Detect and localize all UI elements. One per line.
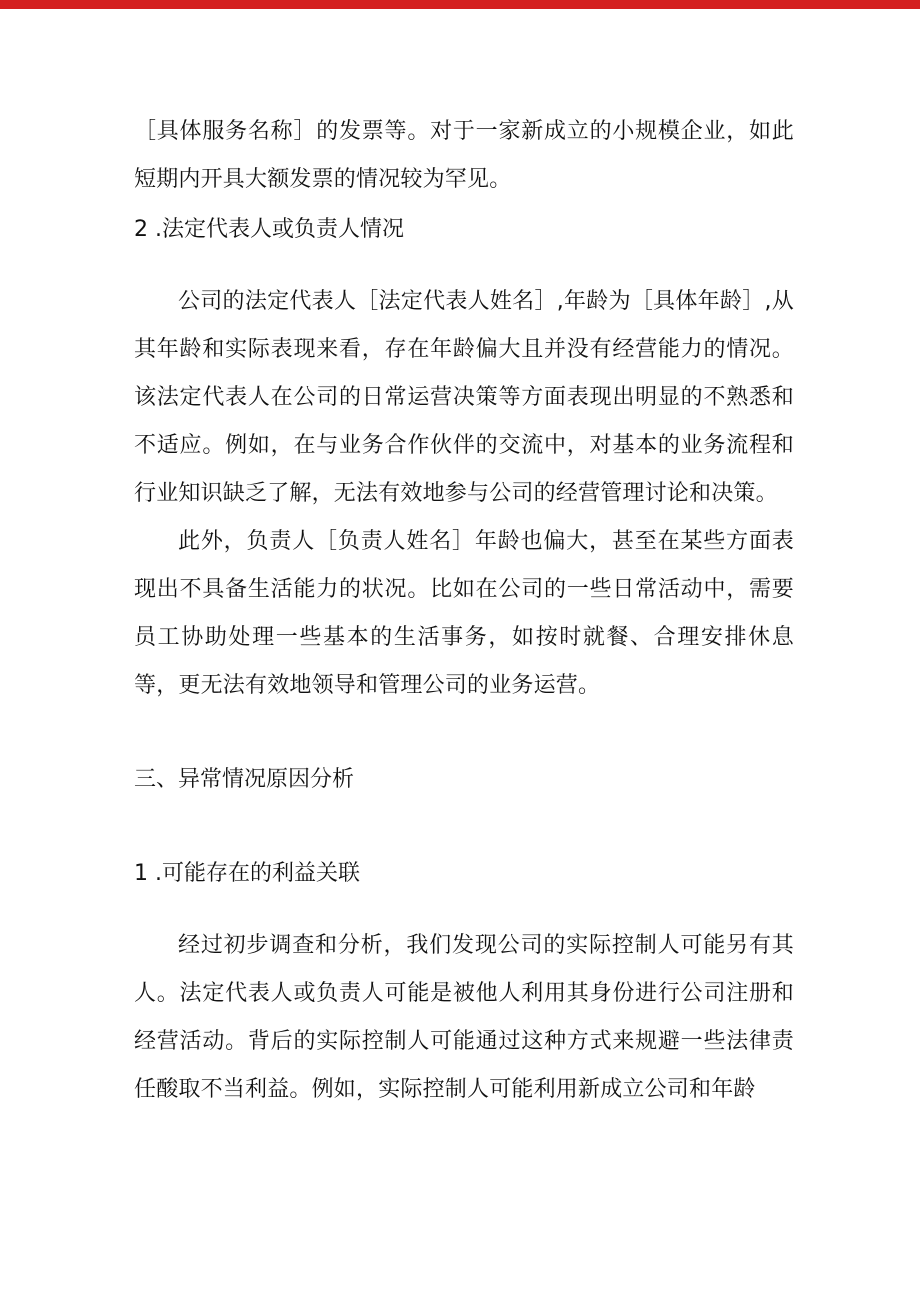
heading-legal-representative: 2 .法定代表人或负责人情况 [134,217,404,242]
responsible-person-paragraph: 此外，负责人［负责人姓名］年龄也偏大，甚至在某些方面表现出不具备生活能力的状况。比如在公司的一些日常活动中，需要员工协助处理一些基本的生活事务，如按时就餐、合理安排休息等，更无法有效地领导和管理公司的业务运营。 [134,529,794,698]
spacer [134,804,794,850]
heading-interest-relation: 1 .可能存在的利益关联 [134,861,360,886]
spacer [134,898,794,922]
spacer [134,254,794,278]
top-red-rule [0,0,920,9]
intro-paragraph: ［具体服务名称］的发票等。对于一家新成立的小规模企业，如此短期内开具大额发票的情况较为罕见。 [134,119,794,192]
heading-cause-analysis: 三、异常情况原因分析 [134,767,355,792]
spacer [134,710,794,756]
legal-representative-paragraph: 公司的法定代表人［法定代表人姓名］,年龄为［具体年龄］,从其年龄和实际表现来看，存在年龄偏大且并没有经营能力的情况。该法定代表人在公司的日常运营决策等方面表现出明显的不熟悉和不适应。例如，在与业务合作伙伴的交流中，对基本的业务流程和行业知识缺乏了解，无法有效地参与公司的经营管理讨论和决策。 [134,289,794,506]
document-body [134,108,794,1114]
interest-relation-paragraph: 经过初步调查和分析，我们发现公司的实际控制人可能另有其人。法定代表人或负责人可能是被他人利用其身份进行公司注册和经营活动。背后的实际控制人可能通过这种方式来规避一些法律责任酸取不当利益。例如，实际控制人可能利用新成立公司和年龄 [134,933,794,1102]
